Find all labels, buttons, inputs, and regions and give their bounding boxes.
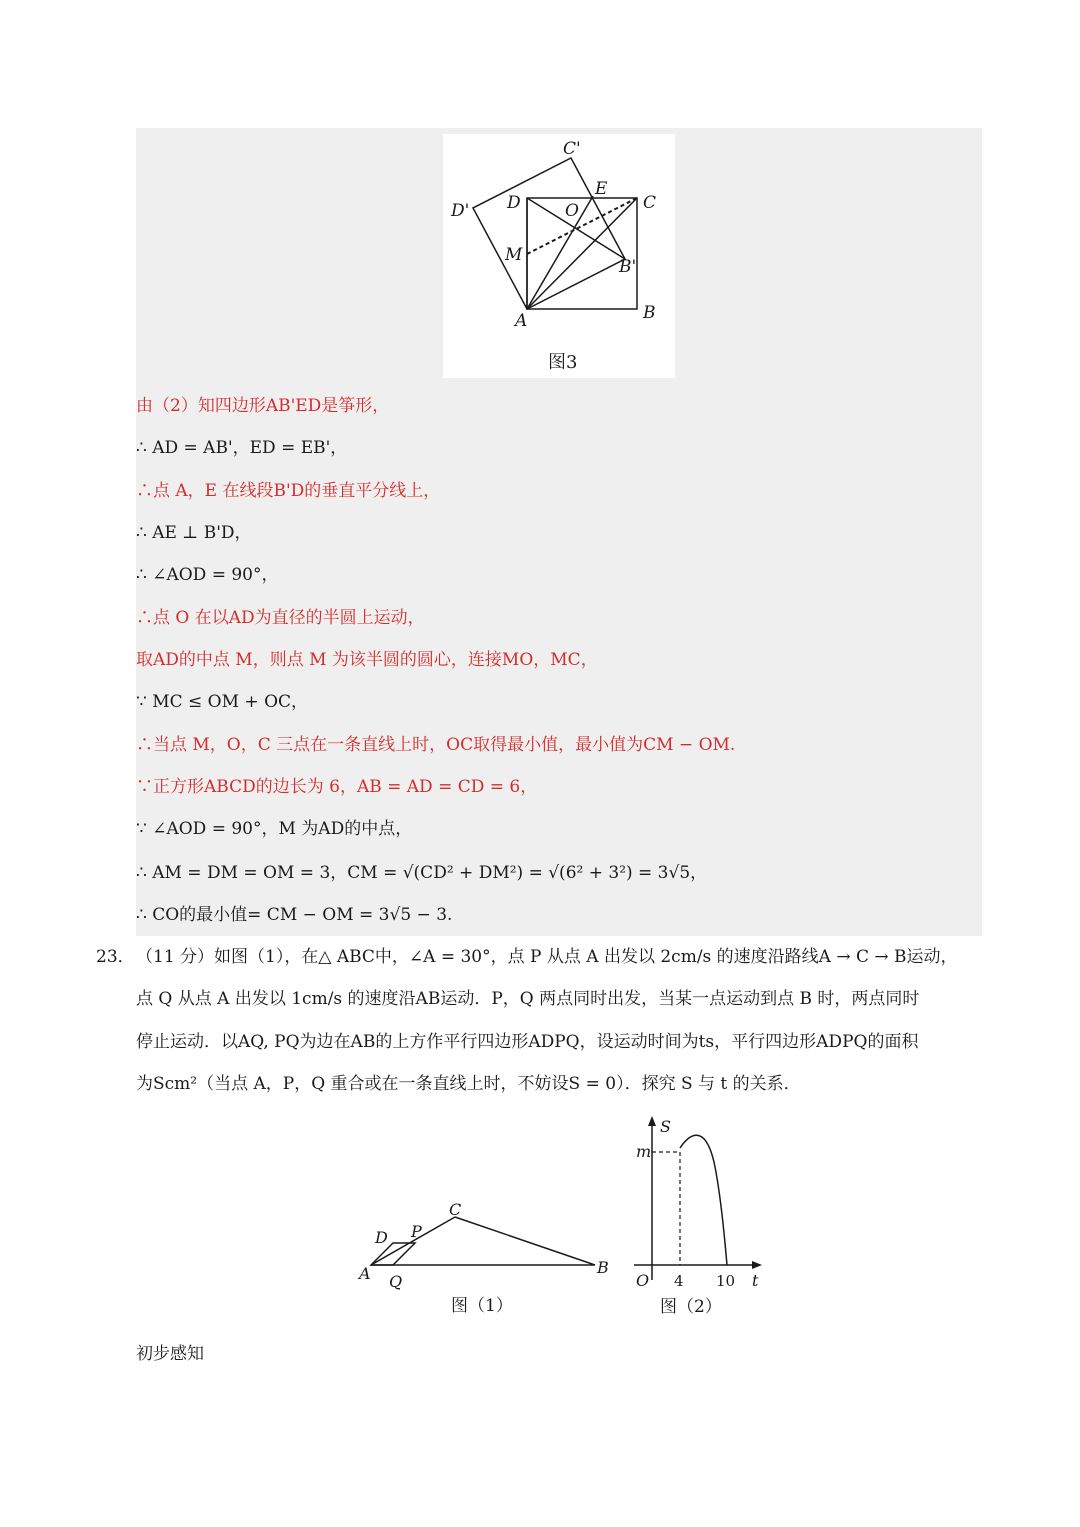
label-o: O bbox=[565, 201, 579, 221]
area-curve bbox=[680, 1135, 727, 1265]
question-line-3: 停止运动．以AQ, PQ为边在AB的上方作平行四边形ADPQ，设运动时间为ts，平行四边形ADPQ的面积 bbox=[136, 1032, 919, 1052]
axis-label-s: S bbox=[660, 1117, 671, 1136]
question-number: 23． bbox=[96, 947, 135, 967]
solution-line-5: ∴ ∠AOD = 90°， bbox=[136, 565, 279, 585]
solution-line-6: ∴点 O 在以AD为直径的半圆上运动， bbox=[136, 608, 425, 628]
solution-line-12: ∴ AM = DM = OM = 3，CM = √(CD² + DM²) = √(6² + 3²) = 3√5， bbox=[136, 863, 708, 883]
figure-3 bbox=[443, 134, 675, 378]
figure-2-graph bbox=[628, 1110, 768, 1325]
max-label-m: m bbox=[636, 1142, 652, 1161]
label-b-prime: B' bbox=[619, 257, 637, 277]
question-line-2: 点 Q 从点 A 出发以 1cm/s 的速度沿AB运动．P，Q 两点同时出发，当某一点运动到点 B 时，两点同时 bbox=[136, 989, 920, 1009]
solution-line-3: ∴点 A，E 在线段B'D的垂直平分线上， bbox=[136, 481, 441, 501]
solution-line-13: ∴ CO的最小值= CM − OM = 3√5 − 3. bbox=[136, 905, 453, 925]
figure-3-diagram bbox=[443, 134, 675, 378]
label-c-prime: C' bbox=[563, 139, 581, 159]
axis-label-t: t bbox=[752, 1271, 759, 1290]
label-a: A bbox=[515, 311, 528, 331]
figure-1-caption: 图（1） bbox=[451, 1296, 513, 1316]
figure-2-caption: 图（2） bbox=[660, 1297, 722, 1317]
solution-line-7: 取AD的中点 M，则点 M 为该半圆的圆心，连接MO，MC， bbox=[136, 650, 598, 670]
solution-line-2: ∴ AD = AB'，ED = EB'， bbox=[136, 438, 348, 458]
solution-line-4: ∴ AE ⊥ B'D， bbox=[136, 523, 252, 543]
y-axis-arrow bbox=[648, 1116, 656, 1126]
question-line-1: （11 分）如图（1），在△ ABC中，∠A = 30°，点 P 从点 A 出发以 2cm/s 的速度沿路线A → C → B运动， bbox=[136, 947, 958, 967]
figure-2 bbox=[628, 1110, 768, 1329]
solution-line-8: ∵ MC ≤ OM + OC， bbox=[136, 692, 309, 712]
fig1-label-a: A bbox=[359, 1264, 371, 1283]
fig1-label-q: Q bbox=[389, 1272, 403, 1291]
segment-cb bbox=[455, 1217, 595, 1265]
label-d: D bbox=[507, 193, 521, 213]
solution-line-10: ∵正方形ABCD的边长为 6，AB = AD = CD = 6， bbox=[136, 777, 538, 797]
x-axis-arrow bbox=[752, 1261, 762, 1269]
origin-label: O bbox=[636, 1271, 650, 1290]
tick-10: 10 bbox=[716, 1272, 736, 1290]
fig1-label-d: D bbox=[375, 1228, 388, 1247]
fig1-label-b: B bbox=[597, 1258, 609, 1277]
solution-line-11: ∵ ∠AOD = 90°，M 为AD的中点， bbox=[136, 819, 413, 839]
tick-4: 4 bbox=[674, 1272, 684, 1290]
section-heading: 初步感知 bbox=[136, 1344, 204, 1364]
label-e: E bbox=[595, 179, 608, 199]
figure-1 bbox=[355, 1195, 620, 1329]
label-c: C bbox=[643, 193, 657, 213]
figure-1-diagram bbox=[355, 1195, 620, 1325]
dashed-mc bbox=[527, 198, 637, 254]
fig1-label-p: P bbox=[411, 1222, 422, 1241]
figure-3-caption: 图3 bbox=[548, 352, 578, 373]
solution-line-9: ∴当点 M，O，C 三点在一条直线上时，OC取得最小值，最小值为CM − OM. bbox=[136, 735, 736, 755]
label-m: M bbox=[505, 245, 523, 265]
question-line-4: 为Scm²（当点 A，P，Q 重合或在一条直线上时，不妨设S = 0）．探究 S 与 t 的关系． bbox=[136, 1074, 801, 1094]
label-b: B bbox=[643, 303, 656, 323]
label-d-prime: D' bbox=[451, 201, 470, 221]
fig1-label-c: C bbox=[449, 1200, 462, 1219]
solution-line-1: 由（2）知四边形AB'ED是筝形， bbox=[136, 396, 390, 416]
